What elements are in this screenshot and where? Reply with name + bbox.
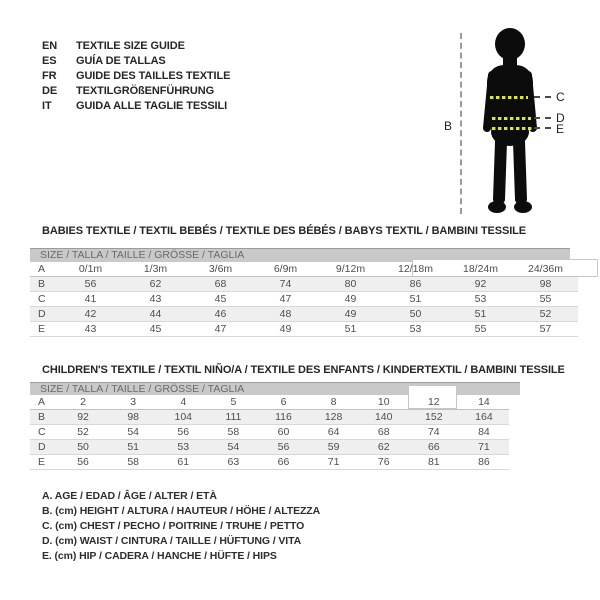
table-cell: 51 [448, 307, 513, 322]
table-cell: 68 [188, 277, 253, 292]
table-cell: 53 [409, 323, 422, 335]
legend-line-waist: D. (cm) WAIST / CINTURA / TAILLE / HÜFTUNG / VITA [42, 535, 302, 547]
list-item [42, 99, 230, 114]
row-label: D [30, 440, 58, 455]
children-section-title: CHILDREN'S TEXTILE / TEXTIL NIÑO/A / TEXTILE DES ENFANTS / KINDERTEXTIL / BAMBINI TESSILE [42, 364, 565, 376]
table-cell: 86 [478, 456, 490, 468]
table-cell: 71 [459, 440, 509, 455]
chest-measure-label: C [556, 90, 565, 104]
table-cell: 55 [539, 293, 552, 305]
row-label: B [30, 277, 58, 292]
table-cell: 51 [344, 323, 357, 335]
table-cell: 0/1m [78, 263, 103, 275]
table-cell: 54 [127, 426, 139, 438]
table-cell: 62 [359, 440, 409, 455]
table-cell: 98 [108, 410, 158, 425]
table-cell: 48 [253, 307, 318, 322]
language-list [42, 39, 230, 114]
hip-connector-line [534, 127, 551, 129]
legend-line-hip: E. (cm) HIP / CADERA / HANCHE / HÜFTE / HIPS [42, 550, 277, 562]
table-cell: 56 [58, 277, 123, 292]
list-item [42, 84, 230, 99]
row-label: A [38, 263, 46, 275]
table-cell: 55 [474, 323, 487, 335]
table-cell: 49 [318, 307, 383, 322]
table-cell: 86 [383, 277, 448, 292]
legend-line-height: B. (cm) HEIGHT / ALTURA / HAUTEUR / HÖHE / ALTEZZA [42, 505, 321, 517]
language-title: GUÍA DE TALLAS [76, 55, 166, 67]
table-cell: 43 [149, 293, 162, 305]
table-cell: 104 [158, 410, 208, 425]
row-label: B [30, 410, 58, 425]
table-cell: 6 [280, 396, 287, 408]
table-cell: 45 [214, 293, 227, 305]
table-cell: 56 [77, 456, 89, 468]
table-row [30, 425, 509, 440]
row-label: C [38, 426, 46, 438]
table-cell: 66 [277, 456, 290, 468]
table-row [30, 440, 509, 455]
table-cell: 53 [474, 293, 487, 305]
list-item [42, 39, 230, 54]
table-cell: 10 [377, 396, 390, 408]
table-cell: 50 [58, 440, 108, 455]
chest-connector-line [534, 96, 551, 98]
table-row [30, 322, 578, 337]
table-cell: 64 [327, 426, 340, 438]
row-label: C [38, 293, 46, 305]
table-cell: 42 [58, 307, 123, 322]
table-cell: 6/9m [273, 263, 298, 275]
table-cell: 62 [123, 277, 188, 292]
children-size-header-bar: SIZE / TALLA / TAILLE / GRÖSSE / TAGLIA [30, 382, 520, 395]
language-title: TEXTILGRÖßENFÜHRUNG [76, 85, 215, 97]
table-cell: 45 [149, 323, 162, 335]
row-label: D [30, 307, 58, 322]
legend-line-age: A. AGE / EDAD / ÂGE / ALTER / ETÀ [42, 490, 217, 502]
table-cell: 4 [180, 396, 187, 408]
table-row [30, 292, 578, 307]
table-cell: 116 [258, 410, 308, 425]
table-cell: 2 [80, 396, 86, 408]
table-cell: 80 [318, 277, 383, 292]
table-cell: 60 [277, 426, 290, 438]
table-cell: 49 [279, 323, 292, 335]
table-cell: 3/6m [208, 263, 233, 275]
row-label: A [38, 396, 46, 408]
table-row [30, 455, 509, 470]
child-silhouette-icon [478, 27, 546, 217]
table-cell: 164 [459, 410, 509, 425]
table-cell: 14 [478, 396, 490, 408]
table-cell: 54 [208, 440, 258, 455]
table-cell: 5 [230, 396, 237, 408]
language-code: DE [42, 85, 58, 97]
language-title: GUIDE DES TAILLES TEXTILE [76, 70, 231, 82]
table-cell: 56 [258, 440, 308, 455]
hip-measure-label: E [556, 122, 565, 136]
row-label: E [38, 456, 46, 468]
table-cell: 57 [539, 323, 552, 335]
row-label: E [38, 323, 46, 335]
babies-section-title: BABIES TEXTILE / TEXTIL BEBÉS / TEXTILE DES BÉBÉS / BABYS TEXTIL / BAMBINI TESSILE [42, 225, 527, 237]
table-row [30, 410, 509, 425]
table-cell: 63 [227, 456, 240, 468]
table-cell: 74 [427, 426, 440, 438]
table-cell: 58 [227, 426, 240, 438]
table-cell: 51 [108, 440, 158, 455]
table-cell: 68 [377, 426, 390, 438]
table-cell: 24/36m [527, 263, 564, 275]
table-cell: 71 [327, 456, 340, 468]
table-row [30, 395, 509, 410]
table-cell: 43 [84, 323, 97, 335]
language-code: ES [42, 55, 57, 67]
table-cell: 47 [279, 293, 292, 305]
babies-size-table [30, 262, 578, 337]
list-item [42, 54, 230, 69]
table-cell: 46 [188, 307, 253, 322]
height-measure-label: B [444, 119, 453, 133]
waist-measure-label: D [556, 111, 565, 125]
measure-legend [42, 489, 320, 564]
table-cell: 1/3m [143, 263, 168, 275]
table-row [30, 307, 578, 322]
table-row [30, 262, 578, 277]
list-item [42, 69, 230, 84]
table-cell: 74 [253, 277, 318, 292]
waist-connector-line [534, 117, 551, 119]
table-cell: 41 [84, 293, 97, 305]
table-cell: 152 [409, 410, 459, 425]
table-cell: 44 [123, 307, 188, 322]
table-cell: 47 [214, 323, 227, 335]
table-cell: 58 [127, 456, 139, 468]
legend-line-chest: C. (cm) CHEST / PECHO / POITRINE / TRUHE / PETTO [42, 520, 305, 532]
table-cell: 12/18m [397, 263, 434, 275]
table-cell: 92 [448, 277, 513, 292]
table-cell: 51 [409, 293, 422, 305]
table-cell: 53 [158, 440, 208, 455]
table-cell: 8 [330, 396, 337, 408]
table-cell: 61 [177, 456, 190, 468]
height-line-b [460, 33, 462, 214]
waist-line-d [492, 117, 531, 120]
table-cell: 111 [208, 410, 258, 425]
table-cell: 52 [77, 426, 89, 438]
babies-size-header-bar: SIZE / TALLA / TAILLE / GRÖSSE / TAGLIA [30, 248, 570, 262]
table-cell: 18/24m [462, 263, 499, 275]
table-cell: 49 [344, 293, 357, 305]
table-cell: 50 [383, 307, 448, 322]
language-code: EN [42, 40, 58, 52]
table-cell: 3 [130, 396, 137, 408]
table-cell: 9/12m [335, 263, 366, 275]
table-row [30, 277, 578, 292]
language-code: FR [42, 70, 57, 82]
table-cell: 56 [177, 426, 190, 438]
language-code: IT [42, 100, 52, 112]
table-cell: 59 [309, 440, 359, 455]
language-title: TEXTILE SIZE GUIDE [76, 40, 185, 52]
table-cell: 76 [377, 456, 390, 468]
language-title: GUIDA ALLE TAGLIE TESSILI [76, 100, 228, 112]
hip-line-e [492, 127, 533, 130]
table-cell: 98 [513, 277, 578, 292]
table-cell: 81 [427, 456, 440, 468]
table-cell: 84 [478, 426, 490, 438]
children-size-table [30, 395, 509, 470]
table-cell: 66 [409, 440, 459, 455]
table-cell: 140 [359, 410, 409, 425]
table-cell: 12 [427, 396, 440, 408]
table-cell: 52 [513, 307, 578, 322]
chest-line-c [490, 96, 528, 99]
table-cell: 128 [309, 410, 359, 425]
table-cell: 92 [58, 410, 108, 425]
